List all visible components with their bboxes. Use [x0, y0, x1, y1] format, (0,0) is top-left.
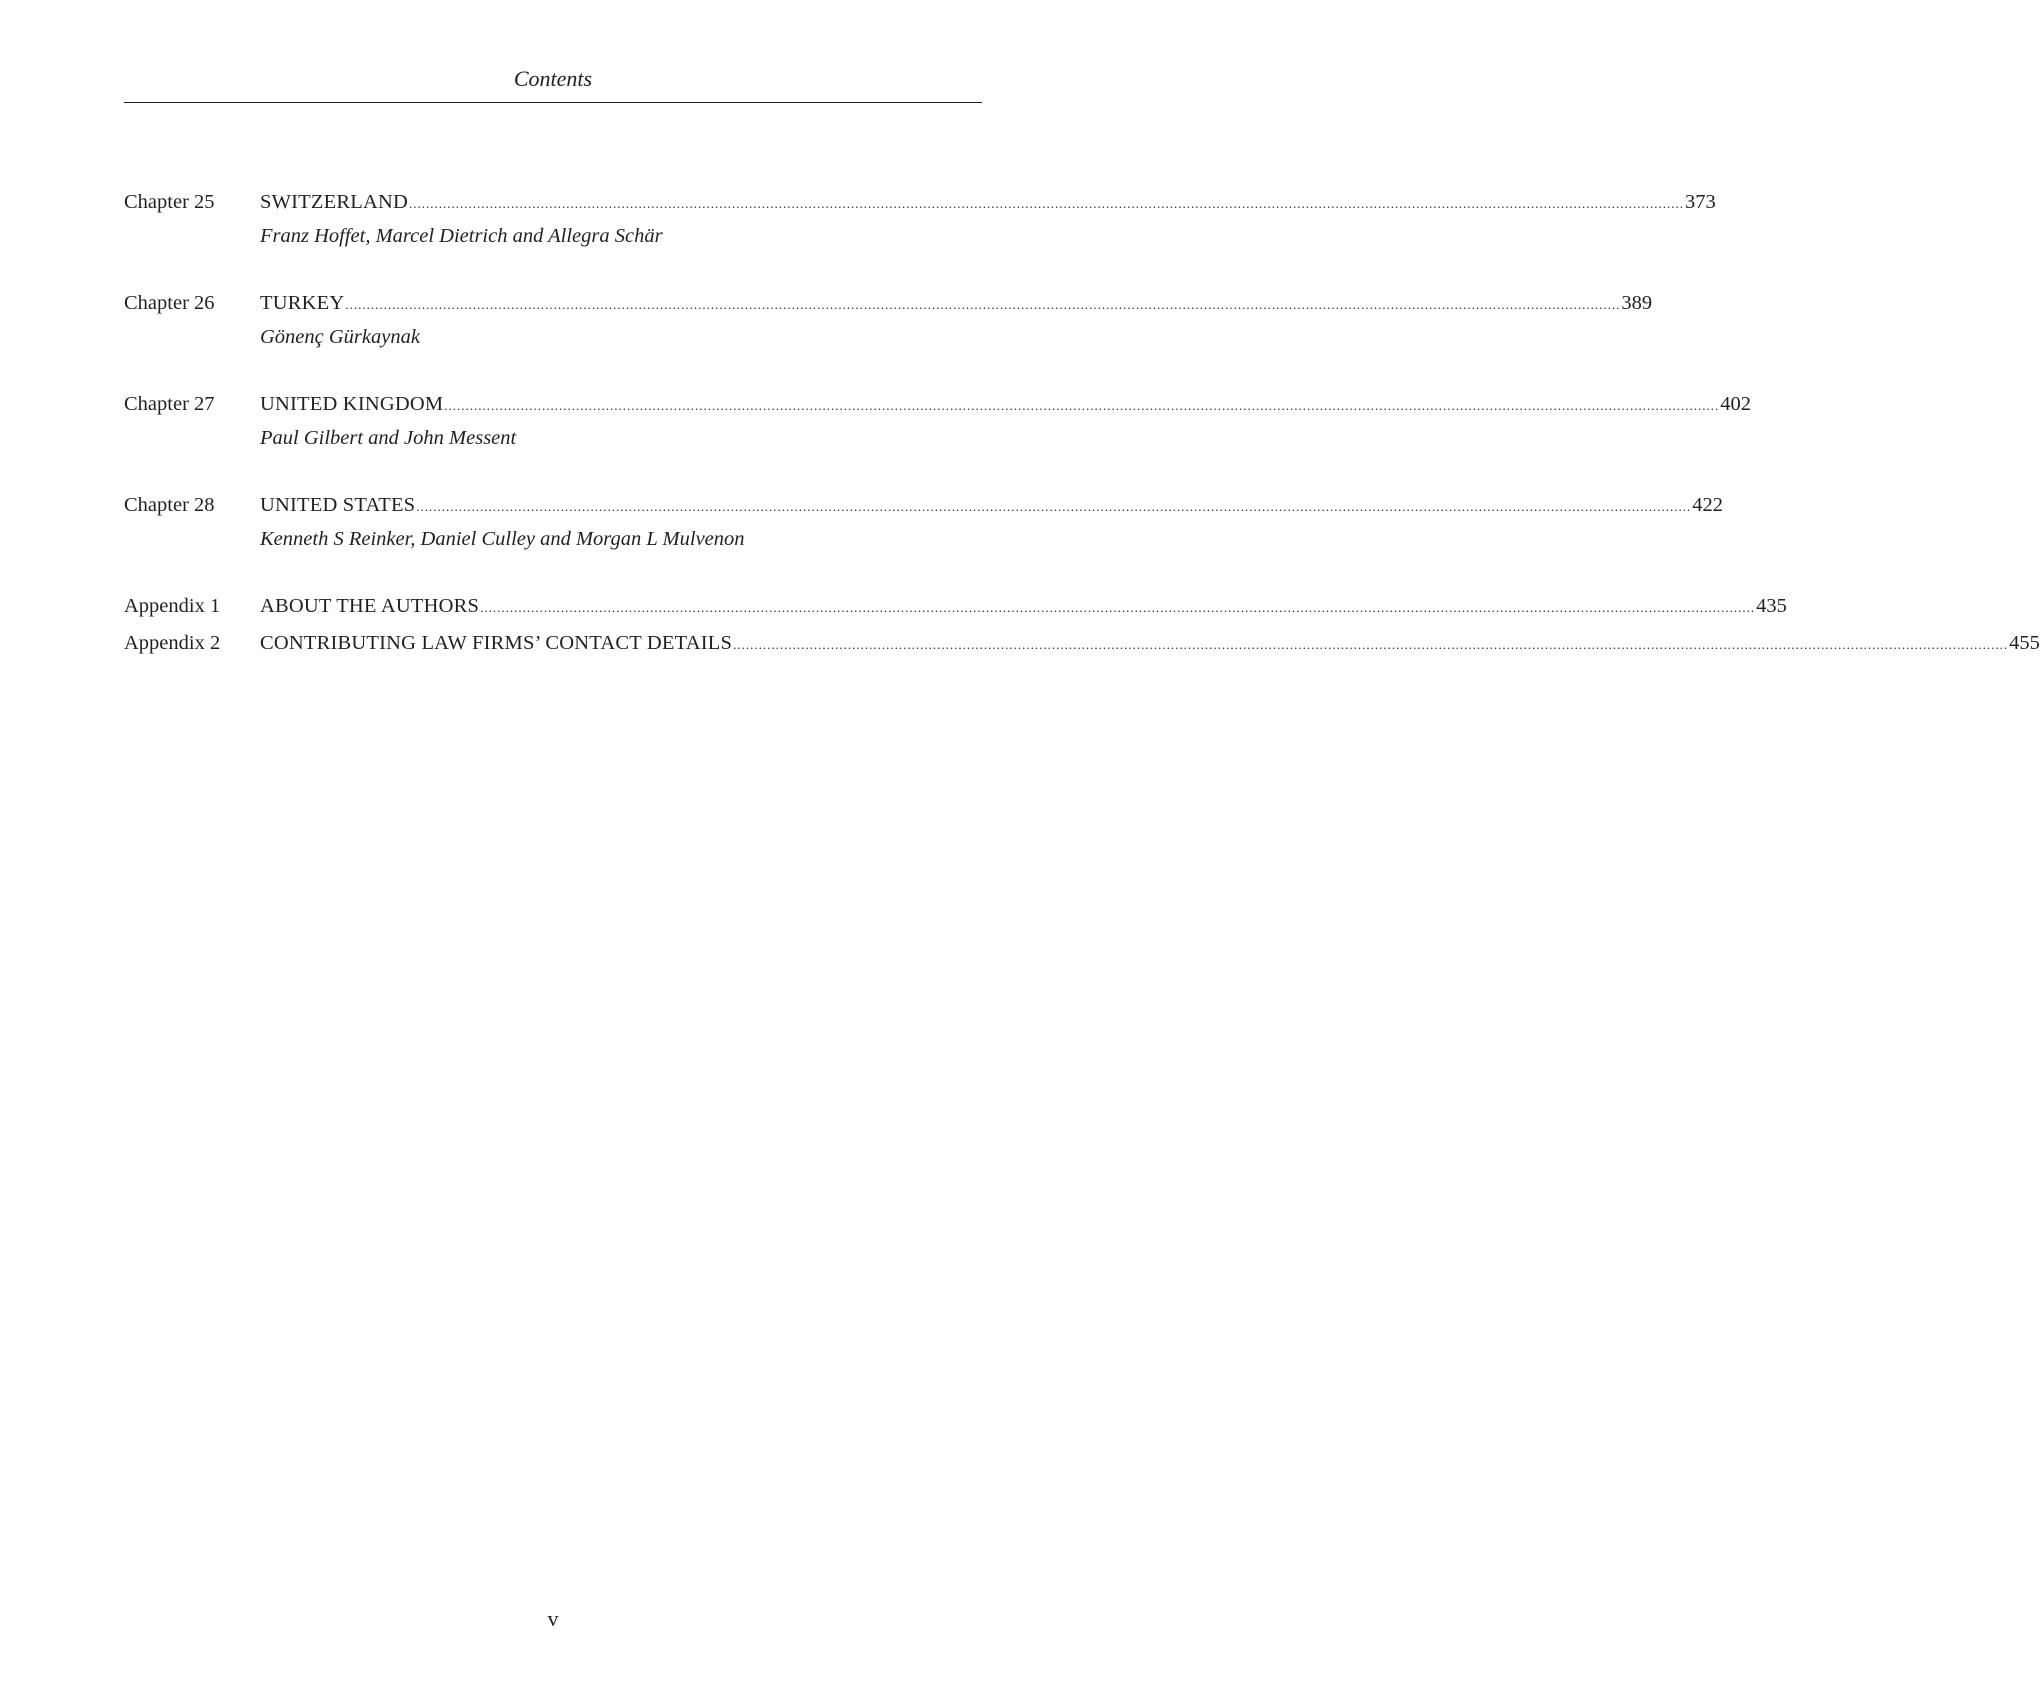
dot-leader: ............................................................................................................................................................................................................................................................................................................ [408, 196, 1684, 211]
entry-title[interactable]: UNITED KINGDOM [260, 393, 444, 415]
running-head: Contents [513, 66, 593, 91]
entry-authors: Gönenç Gürkaynak [260, 326, 420, 348]
entry-title[interactable]: UNITED STATES [260, 494, 416, 516]
entry-authors: Franz Hoffet, Marcel Dietrich and Allegra Schär [260, 225, 663, 247]
toc-entry-appendix-1[interactable] [124, 588, 1787, 625]
entry-page-number[interactable]: 402 [1720, 393, 1752, 415]
entry-page-number[interactable]: 373 [1684, 191, 1716, 213]
entry-title[interactable]: CONTRIBUTING LAW FIRMS’ CONTACT DETAILS [260, 632, 733, 654]
entry-page-number[interactable]: 389 [1621, 292, 1653, 314]
entry-title-line [260, 487, 1724, 525]
toc-entry-appendix-2[interactable] [124, 625, 2040, 662]
entry-title[interactable]: SWITZERLAND [260, 191, 408, 213]
entry-title[interactable]: ABOUT THE AUTHORS [260, 595, 480, 617]
toc-entry-chapter-25[interactable] [124, 184, 1716, 285]
entry-title-line [260, 184, 1716, 222]
entry-title-line [260, 625, 2040, 663]
dot-leader: ............................................................................................................................................................................................................................................................................................................ [480, 600, 1756, 615]
dot-leader: ............................................................................................................................................................................................................................................................................................................ [345, 297, 1621, 312]
entry-label: Appendix 2 [124, 632, 221, 654]
header-rule [124, 102, 982, 103]
dot-leader: ............................................................................................................................................................................................................................................................................................................ [416, 499, 1692, 514]
toc-entry-chapter-28[interactable] [124, 487, 1724, 588]
entry-label: Chapter 25 [124, 191, 215, 213]
entry-label: Chapter 26 [124, 292, 215, 314]
entry-title-line [260, 588, 1787, 626]
entry-page-number[interactable]: 435 [1756, 595, 1787, 617]
toc-entry-chapter-26[interactable] [124, 285, 1653, 386]
entry-title-line [260, 285, 1653, 323]
entry-authors: Kenneth S Reinker, Daniel Culley and Morgan L Mulvenon [260, 528, 745, 550]
entry-label: Appendix 1 [124, 595, 221, 617]
entry-label: Chapter 28 [124, 494, 215, 516]
entry-page-number[interactable]: 422 [1692, 494, 1724, 516]
entry-page-number[interactable]: 455 [2009, 632, 2040, 654]
page-number: v [547, 1606, 559, 1631]
table-of-contents [124, 184, 2040, 662]
dot-leader: ............................................................................................................................................................................................................................................................................................................ [733, 637, 2009, 652]
entry-title-line [260, 386, 1752, 424]
entry-label: Chapter 27 [124, 393, 215, 415]
toc-entry-chapter-27[interactable] [124, 386, 1752, 487]
entry-authors: Paul Gilbert and John Messent [260, 427, 517, 449]
entry-title[interactable]: TURKEY [260, 292, 345, 314]
dot-leader: ............................................................................................................................................................................................................................................................................................................ [444, 398, 1720, 413]
